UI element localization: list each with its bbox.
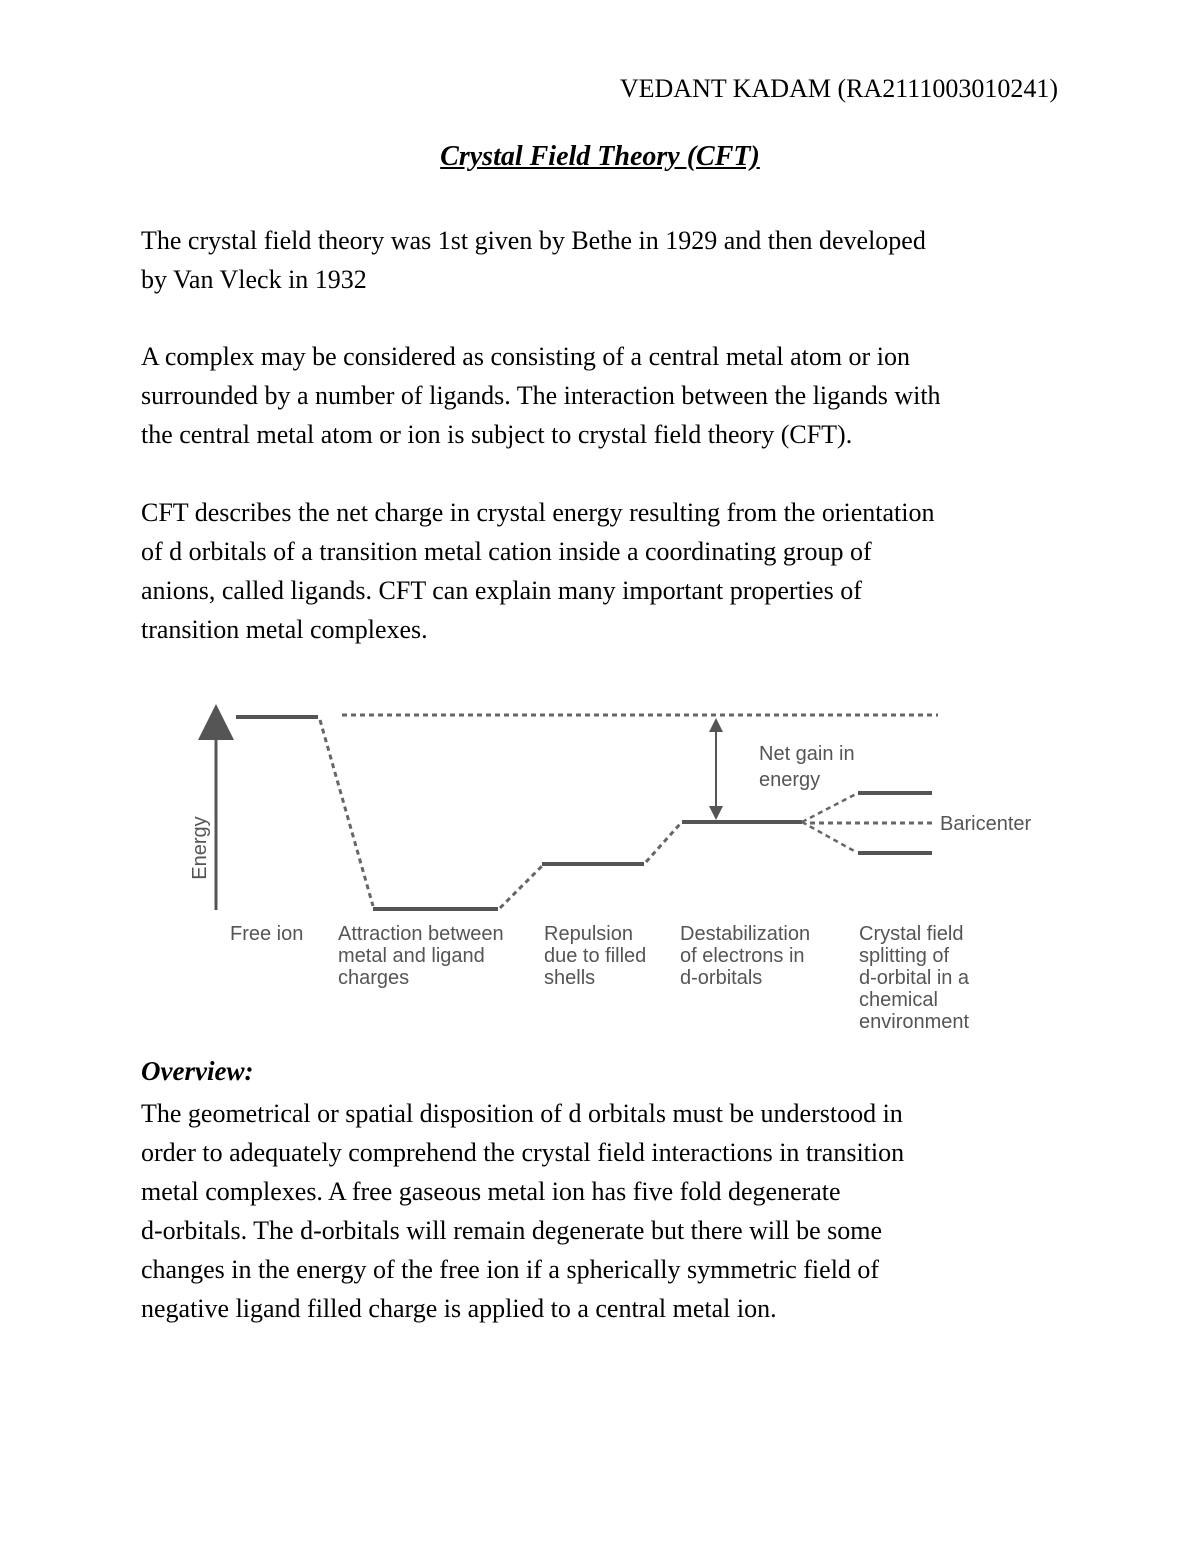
stage-label-line: due to filled	[544, 945, 647, 967]
stage-label-line: d-orbitals	[680, 967, 763, 989]
connector-dotted	[320, 720, 373, 906]
text-line: negative ligand filled charge is applied to a central metal ion.	[141, 1294, 777, 1323]
text-line: d-orbitals. The d-orbitals will remain degenerate but there will be some	[141, 1216, 883, 1245]
text-line: CFT describes the net charge in crystal energy resulting from the orientation	[141, 498, 935, 527]
paragraph-overview	[141, 1094, 1071, 1328]
stage-label-line: Crystal field	[859, 923, 964, 945]
stage-label-line: shells	[544, 967, 596, 989]
text-line: The geometrical or spatial disposition of d orbitals must be understood in	[141, 1099, 903, 1128]
paragraph-complex	[141, 337, 1071, 454]
stage-label-line: chemical	[859, 989, 938, 1011]
stage-label-repulsion	[544, 923, 652, 989]
text-line: changes in the energy of the free ion if a spherically symmetric field of	[141, 1255, 880, 1284]
stage-label-destabilization	[680, 923, 816, 989]
stage-label-line: of electrons in	[680, 945, 805, 967]
text-line: metal complexes. A free gaseous metal ion has five fold degenerate	[141, 1177, 841, 1206]
energy-axis-label: Energy	[189, 816, 211, 880]
page-title: Crystal Field Theory (CFT)	[440, 141, 760, 172]
text-line: by Van Vleck in 1932	[141, 265, 367, 294]
energy-level-diagram	[170, 690, 1070, 1050]
stage-label-line: environment	[859, 1011, 970, 1033]
stage-label-attraction	[338, 923, 509, 989]
stage-label-line: Free ion	[230, 923, 304, 945]
stage-label-splitting	[859, 923, 975, 1033]
stage-label-line: Destabilization	[680, 923, 811, 945]
paragraph-cft-description	[141, 493, 1071, 649]
stage-label-line: metal and ligand	[338, 945, 485, 967]
stage-label-line: splitting of	[859, 945, 950, 967]
paragraph-history	[141, 221, 1071, 299]
net-gain-label	[759, 743, 860, 791]
stage-label-line: charges	[338, 967, 410, 989]
net-gain-label-line: energy	[759, 769, 821, 791]
split-connector-upper	[802, 794, 856, 822]
text-line: transition metal complexes.	[141, 615, 428, 644]
connector-dotted	[646, 824, 680, 862]
text-line: The crystal field theory was 1st given by Bethe in 1929 and then developed	[141, 226, 926, 255]
text-line: the central metal atom or ion is subject to crystal field theory (CFT).	[141, 420, 853, 449]
overview-heading: Overview:	[141, 1056, 254, 1086]
net-gain-arrow-head-bottom	[709, 806, 723, 820]
stage-label-line: Attraction between	[338, 923, 504, 945]
net-gain-label-line: Net gain in	[759, 743, 855, 765]
author-header: VEDANT KADAM (RA2111003010241)	[619, 74, 1058, 103]
text-line: anions, called ligands. CFT can explain many important properties of	[141, 576, 862, 605]
split-connector-lower	[802, 822, 856, 852]
baricenter-label: Baricenter	[940, 813, 1032, 835]
text-line: of d orbitals of a transition metal cation inside a coordinating group of	[141, 537, 872, 566]
connector-dotted	[500, 866, 542, 908]
net-gain-arrow-head-top	[709, 718, 723, 732]
stage-label-line: d-orbital in a	[859, 967, 970, 989]
text-line: A complex may be considered as consisting of a central metal atom or ion	[141, 342, 910, 371]
stage-label-line: Repulsion	[544, 923, 633, 945]
text-line: order to adequately comprehend the crystal field interactions in transition	[141, 1138, 905, 1167]
text-line: surrounded by a number of ligands. The interaction between the ligands with	[141, 381, 941, 410]
stage-label-free-ion	[230, 923, 303, 945]
